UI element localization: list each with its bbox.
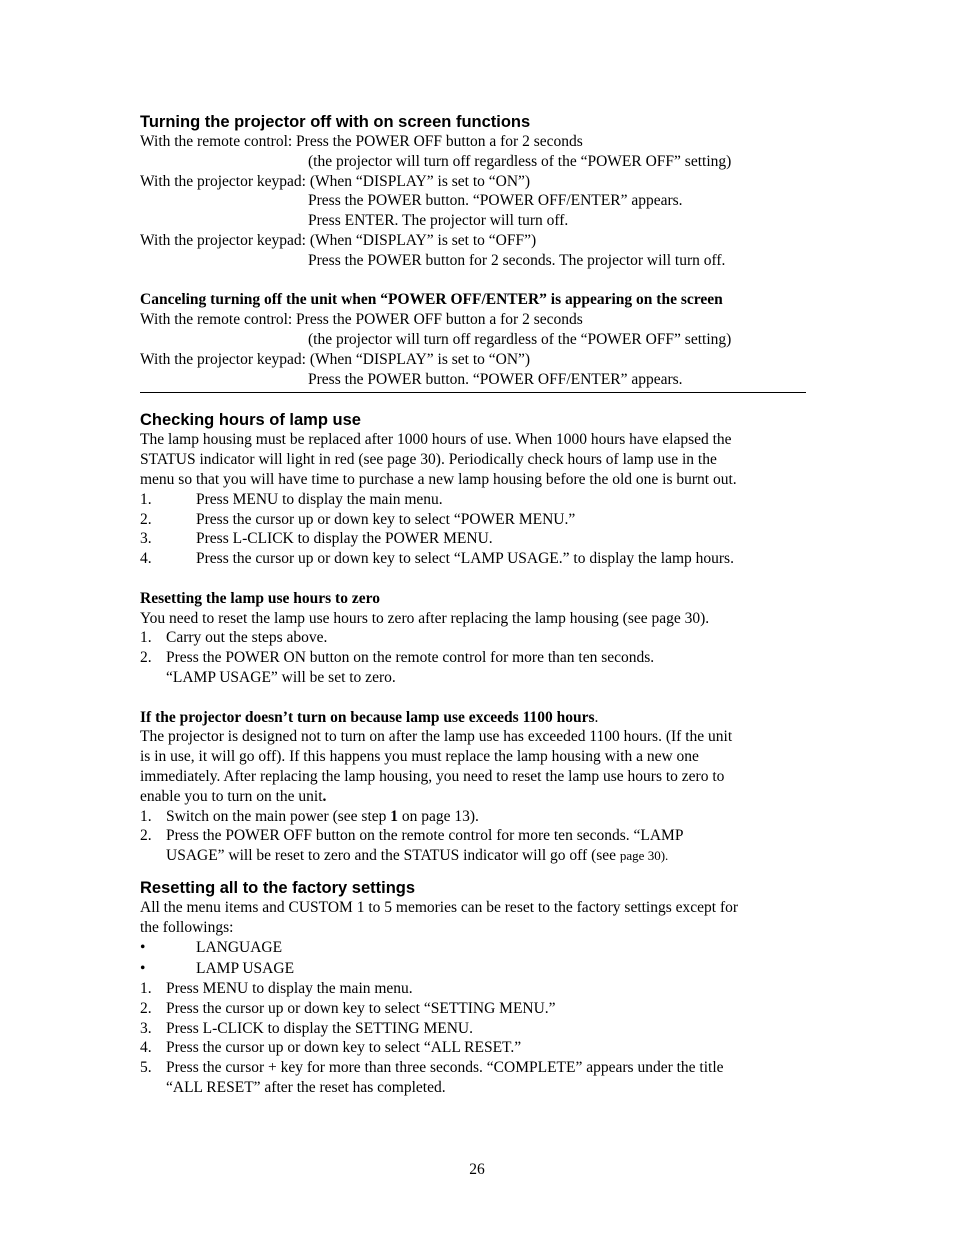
text-run: enable you to turn on the unit [140, 787, 323, 805]
list-text: Press L-CLICK to display the SETTING MENU. [166, 1019, 473, 1037]
text-line: STATUS indicator will light in red (see page 30). Periodically check hours of lamp use in the [140, 451, 717, 469]
list-number: 4. [140, 550, 152, 568]
text-line [140, 787, 810, 807]
bullet-glyph: • [140, 960, 146, 978]
list-item [140, 529, 810, 549]
text-line: With the projector keypad: (When “DISPLAY” is set to “ON”) [140, 350, 531, 368]
section-title-factory-reset: Resetting all to the factory settings [140, 878, 416, 897]
list-item [140, 510, 810, 530]
list-item [140, 628, 810, 648]
text-line: With the remote control: Press the POWER OFF button a for 2 seconds [140, 311, 583, 329]
section-title-canceling: Canceling turning off the unit when “POWER OFF/ENTER” is appearing on the screen [140, 291, 723, 309]
list-number: 5. [140, 1059, 152, 1077]
text-run: USAGE” will be reset to zero and the STATUS indicator will go off (see [166, 847, 620, 865]
text-line: Press the POWER button for 2 seconds. The projector will turn off. [308, 251, 726, 269]
list-item [140, 1038, 810, 1058]
text-line: the followings: [140, 918, 234, 936]
text-line: Press the POWER button. “POWER OFF/ENTER” appears. [308, 370, 683, 388]
bullet-item [140, 959, 810, 979]
list-number: 2. [140, 999, 152, 1017]
list-number: 1. [140, 490, 152, 508]
list-item [140, 979, 810, 999]
list-item [140, 648, 810, 668]
list-text: Press MENU to display the main menu. [196, 490, 443, 508]
list-text: Press the POWER ON button on the remote control for more than ten seconds. [166, 649, 655, 667]
list-text: “ALL RESET” after the reset has completed. [166, 1079, 446, 1097]
list-number: 1. [140, 807, 152, 825]
text-line: (the projector will turn off regardless of the “POWER OFF” setting) [308, 330, 732, 348]
list-number: 2. [140, 510, 152, 528]
list-number: 3. [140, 530, 152, 548]
text-run: Switch on the main power (see step [166, 807, 391, 825]
text-line: All the menu items and CUSTOM 1 to 5 memories can be reset to the factory settings except for [140, 898, 739, 916]
text-line: (the projector will turn off regardless of the “POWER OFF” setting) [308, 152, 732, 170]
text-line: With the projector keypad: (When “DISPLAY” is set to “OFF”) [140, 231, 537, 249]
list-text: Carry out the steps above. [166, 629, 328, 647]
list-text: “LAMP USAGE” will be set to zero. [166, 668, 396, 686]
bullet-glyph: • [140, 939, 146, 957]
section-title-text: If the projector doesn’t turn on because lamp use exceeds 1100 hours [140, 708, 595, 726]
list-item [140, 1058, 810, 1078]
text-line: immediately. After replacing the lamp housing, you need to reset the lamp use hours to zero to [140, 767, 725, 785]
list-number: 4. [140, 1039, 152, 1057]
section-title-reset-lamp: Resetting the lamp use hours to zero [140, 589, 380, 607]
list-item [140, 1019, 810, 1039]
document-page [140, 112, 810, 1098]
list-text: Press the cursor up or down key to select “POWER MENU.” [196, 510, 576, 528]
list-number: 3. [140, 1019, 152, 1037]
list-item [140, 549, 810, 569]
text-line: With the projector keypad: (When “DISPLAY” is set to “ON”) [140, 172, 531, 190]
text-line: With the remote control: Press the POWER OFF button a for 2 seconds [140, 133, 583, 150]
list-item [140, 999, 810, 1019]
text-line: You need to reset the lamp use hours to zero after replacing the lamp housing (see page 30). [140, 609, 710, 627]
list-item [140, 807, 810, 827]
text-line: The projector is designed not to turn on after the lamp use has exceeded 1100 hours. (If the unit [140, 728, 733, 746]
list-item [140, 490, 810, 510]
title-tail: . [594, 708, 599, 726]
horizontal-rule [140, 392, 806, 393]
list-text: Press the cursor + key for more than three seconds. “COMPLETE” appears under the title [166, 1059, 724, 1077]
list-text: Press MENU to display the main menu. [166, 980, 413, 998]
text-run-bold: . [322, 787, 327, 805]
text-line: is in use, it will go off). If this happens you must replace the lamp housing with a new one [140, 748, 699, 766]
list-text: Press the cursor up or down key to select “ALL RESET.” [166, 1039, 522, 1057]
list-text: Press the cursor up or down key to select “SETTING MENU.” [166, 999, 556, 1017]
page-number: 26 [469, 1161, 485, 1178]
list-number: 2. [140, 827, 152, 845]
list-item-continuation [140, 846, 810, 866]
list-item-continuation [140, 668, 810, 688]
list-text: Press the cursor up or down key to select “LAMP USAGE.” to display the lamp hours. [196, 550, 734, 568]
list-number: 2. [140, 649, 152, 667]
list-text [166, 807, 479, 827]
list-item [140, 826, 810, 846]
list-text: Press L-CLICK to display the POWER MENU. [196, 530, 493, 548]
text-run: on page 13). [398, 807, 479, 825]
text-run-bold: 1 [390, 807, 399, 825]
text-line: Press ENTER. The projector will turn off. [308, 212, 569, 230]
text-line: menu so that you will have time to purchase a new lamp housing before the old one is burnt out. [140, 470, 737, 488]
text-run-small: page 30). [619, 848, 669, 864]
section-title-lamp-hours: Checking hours of lamp use [140, 411, 361, 430]
text-line: Press the POWER button. “POWER OFF/ENTER” appears. [308, 192, 683, 210]
section-title-exceeds [140, 708, 810, 728]
section-title-power-off: Turning the projector off with on screen functions [140, 113, 531, 131]
list-item-continuation [140, 1078, 810, 1098]
list-number: 1. [140, 980, 152, 998]
list-text: Press the POWER OFF button on the remote control for more ten seconds. “LAMP [166, 827, 684, 845]
bullet-text: LANGUAGE [196, 939, 283, 957]
bullet-text: LAMP USAGE [196, 960, 295, 978]
list-text [166, 846, 668, 866]
list-number: 1. [140, 629, 152, 647]
text-line: The lamp housing must be replaced after 1000 hours of use. When 1000 hours have elapsed the [140, 431, 732, 449]
bullet-item [140, 938, 810, 958]
